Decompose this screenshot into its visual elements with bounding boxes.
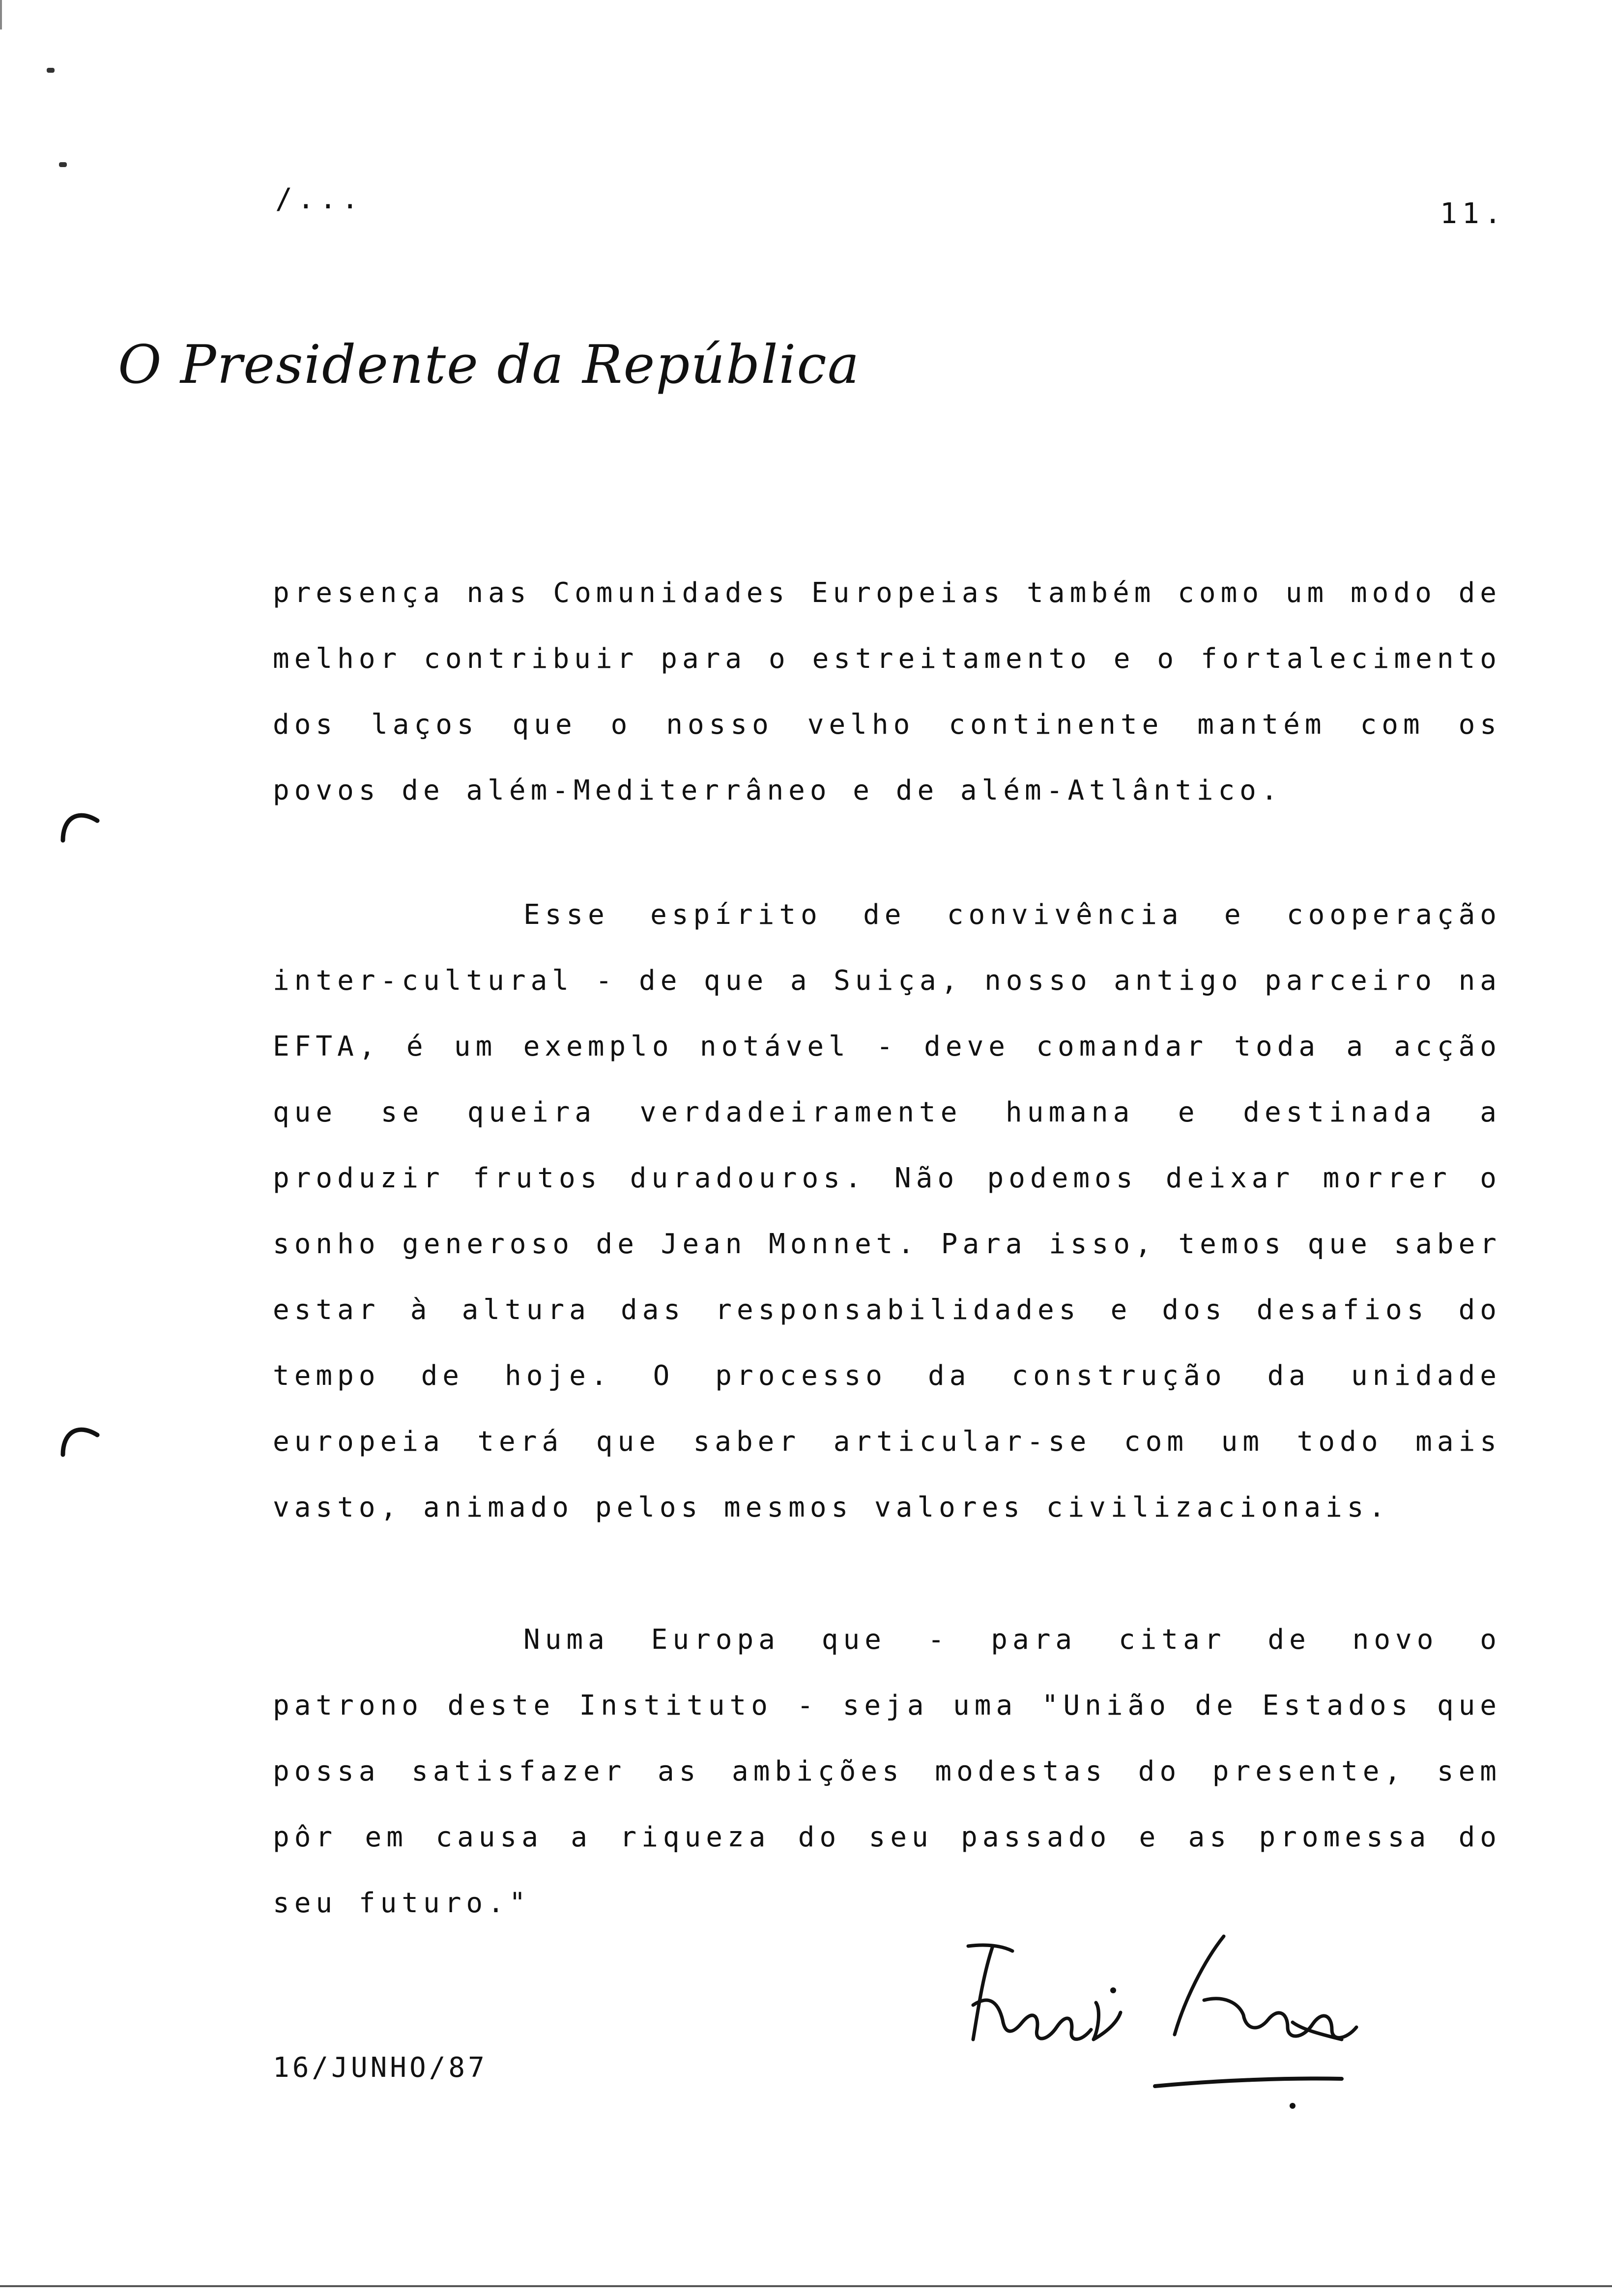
scan-edge-line <box>0 2285 1612 2287</box>
letterhead-title: O Presidente da República <box>118 334 861 396</box>
continuation-mark: /... <box>275 182 364 215</box>
document-date: 16/JUNHO/87 <box>273 2052 488 2084</box>
paragraph-2: Esse espírito de convivência e cooperação inter-cultural - de que a Suiça, nosso antigo parceiro na EFTA, é um exemplo notável - deve comandar toda a acção que se queira verdadeiramente humana e destinada a produzir frutos duradouros. Não podemos deixar morrer o sonho generoso de Jean Monnet. Para isso, temos que saber estar à altura das responsabilidades e dos desafios do tempo de hoje. O processo da construção da unidade europeia terá que saber articular-se com um todo mais vasto, animado pelos mesmos valores civilizacionais. <box>273 899 1501 1523</box>
punch-hole-mark-icon <box>58 801 102 845</box>
scan-speck <box>47 68 55 73</box>
signature-image <box>949 1917 1391 2123</box>
scan-edge-line <box>0 0 2 29</box>
paragraph-3-block <box>273 1607 1501 1936</box>
scan-speck <box>59 162 67 167</box>
letterhead <box>118 334 861 432</box>
punch-hole-mark-icon <box>58 1415 102 1460</box>
paragraph-1-block <box>273 560 1501 824</box>
page-number: 11. <box>1440 197 1506 230</box>
paragraph-2-block <box>273 882 1501 1541</box>
paragraph-1: presença nas Comunidades Europeias também como um modo de melhor contribuir para o estreitamento e o fortalecimento dos laços que o nosso velho continente mantém com os povos de além-Mediterrâneo e de além-Atlântico. <box>273 577 1501 806</box>
paragraph-3: Numa Europa que - para citar de novo o patrono deste Instituto - seja uma "União de Estados que possa satisfazer as ambições modestas do presente, sem pôr em causa a riqueza do seu passado e as promessa do seu futuro." <box>273 1624 1501 1919</box>
